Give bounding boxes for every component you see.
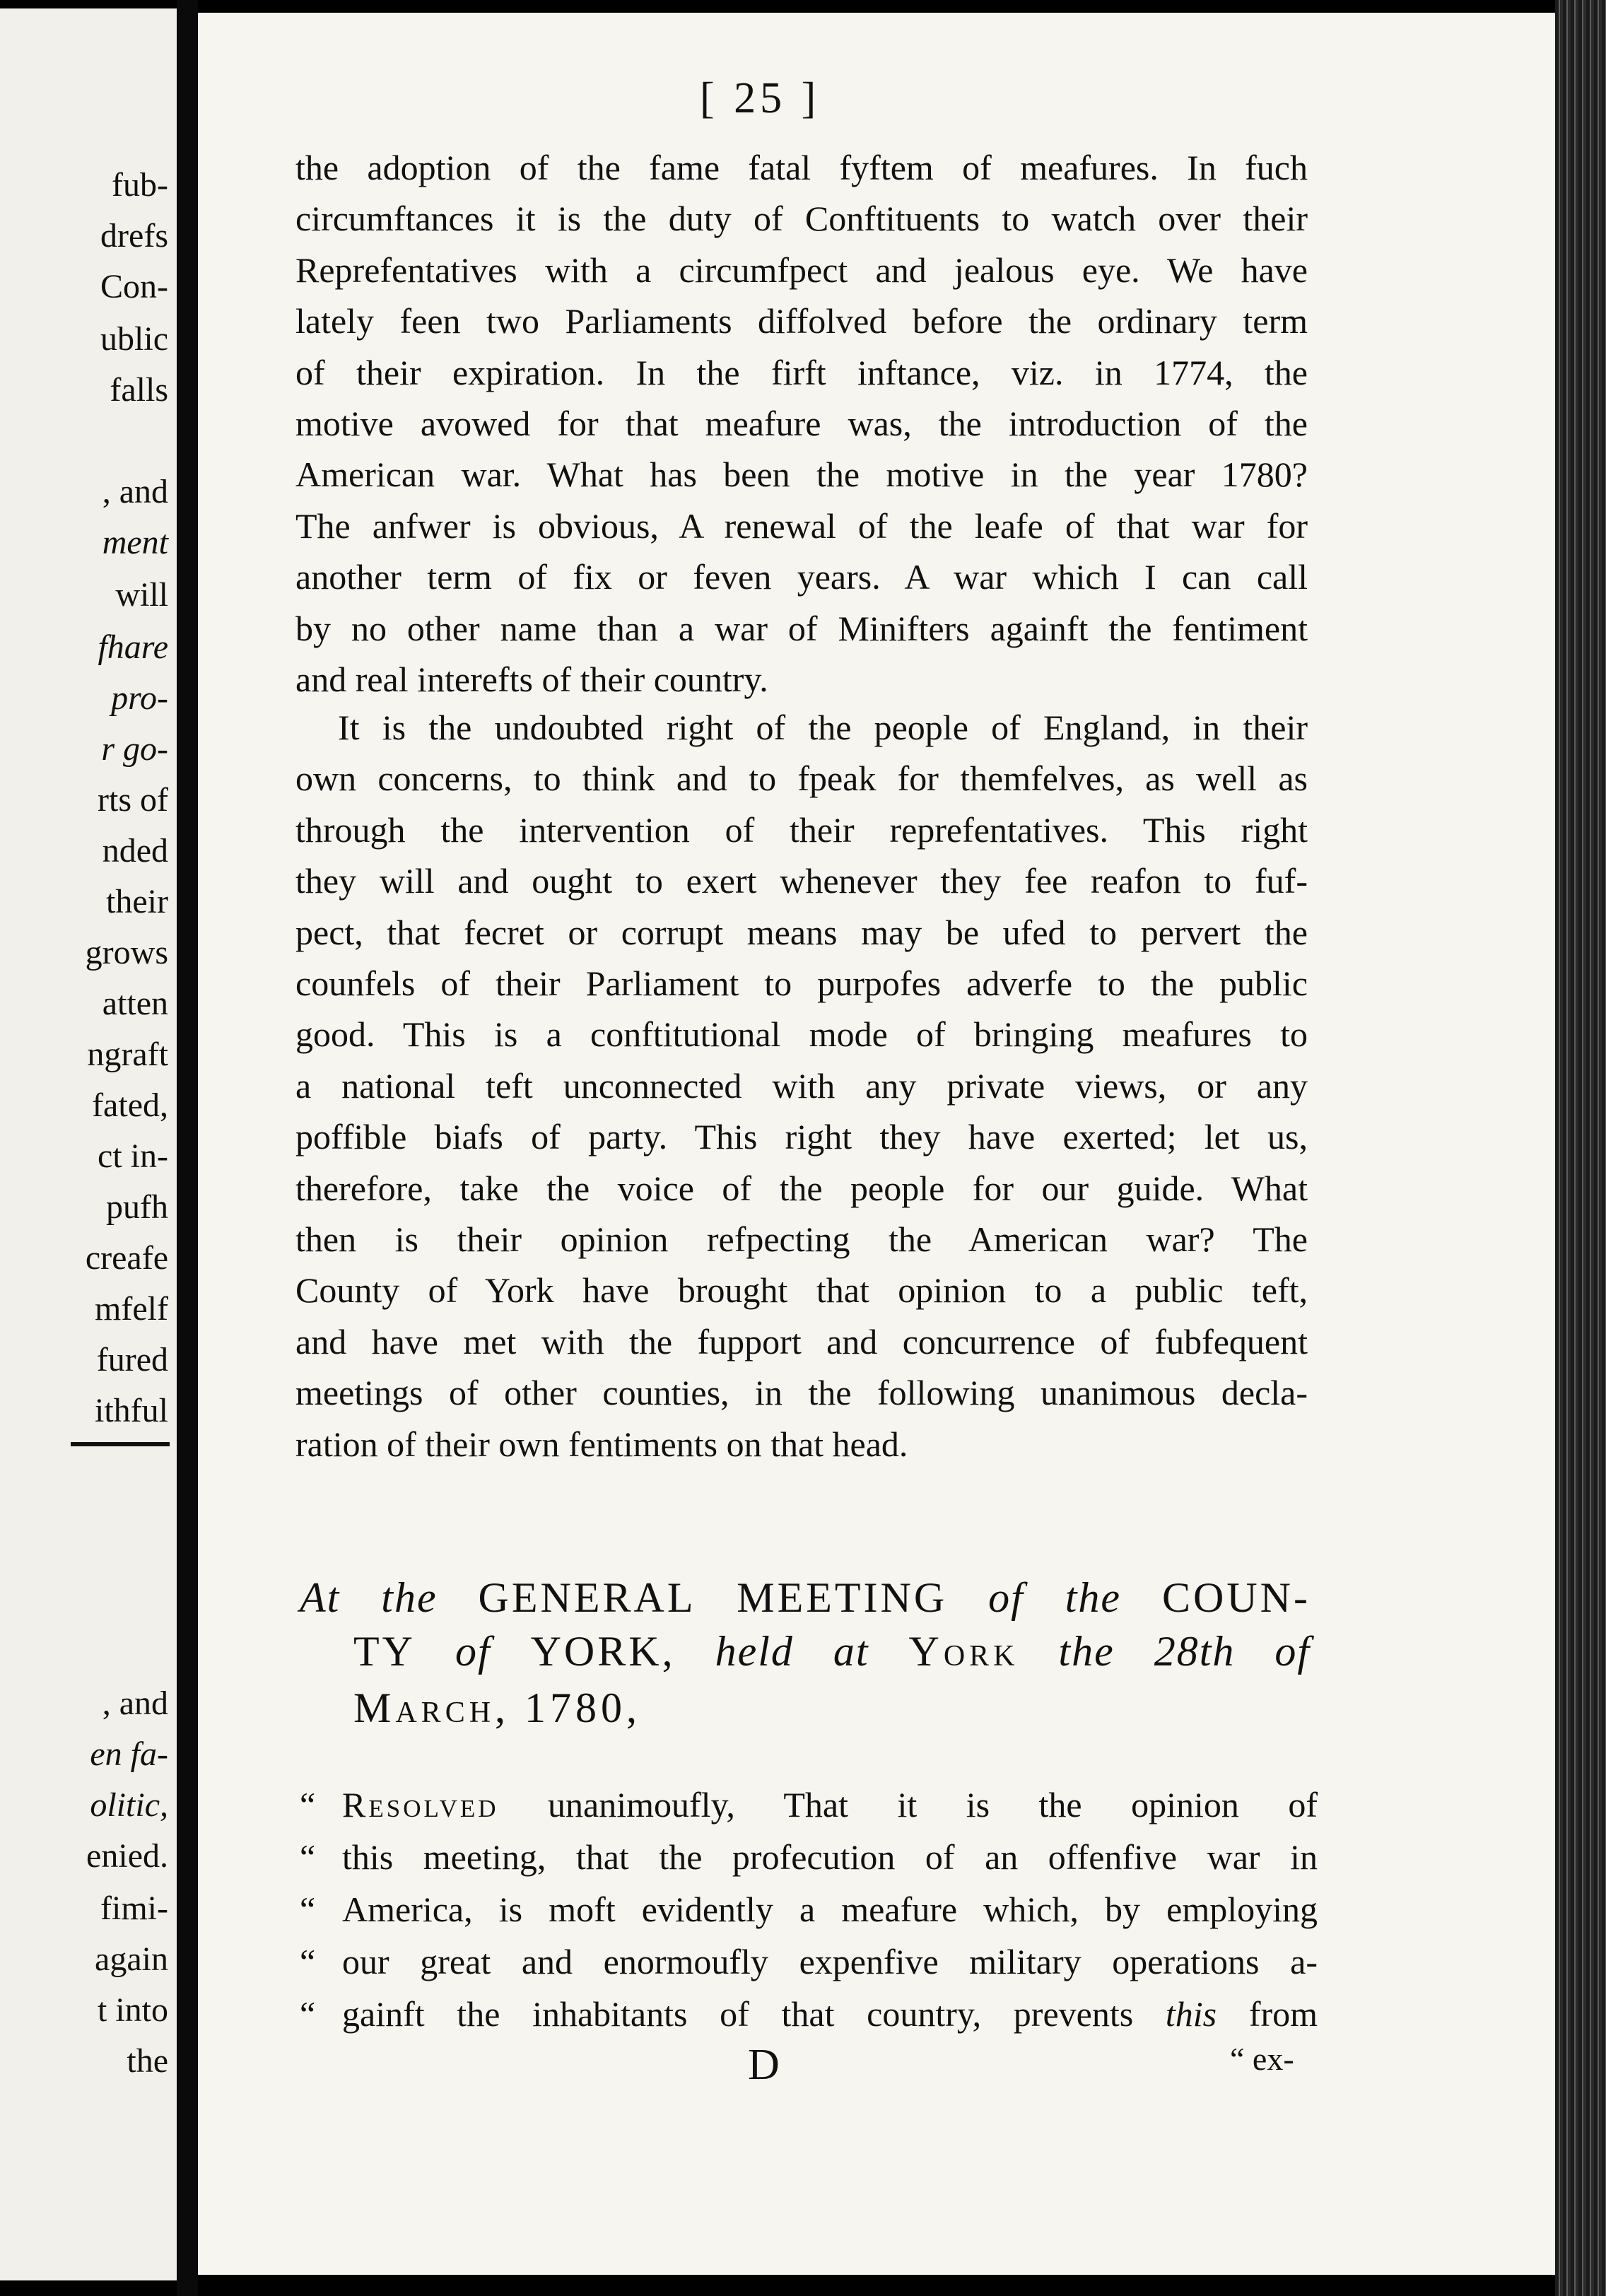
heading-line-2 bbox=[353, 1630, 1311, 1673]
text-line: meetings of other counties, in the following unanimous decla- bbox=[295, 1373, 1308, 1413]
left-fragment: fhare bbox=[98, 628, 168, 666]
resolution-line-5-italic: this bbox=[1165, 1994, 1217, 2034]
signature-mark: D bbox=[748, 2041, 780, 2089]
resolution-line-5 bbox=[300, 1996, 1318, 2032]
heading-date-prefix: the 28th of bbox=[1058, 1628, 1311, 1675]
quote-mark: “ bbox=[300, 1890, 316, 1929]
text-line: poffible biafs of party. This right they have exerted; let us, bbox=[295, 1117, 1308, 1157]
left-page-rule bbox=[71, 1442, 170, 1446]
left-fragment: pufh bbox=[106, 1188, 168, 1226]
text-line: a national teft unconnected with any private views, or any bbox=[295, 1065, 1308, 1106]
left-fragment: ment bbox=[102, 524, 168, 561]
left-fragment: mfelf bbox=[95, 1290, 168, 1328]
text-line: counfels of their Parliament to purpofes adverfe to the public bbox=[295, 964, 1308, 1003]
resolved-word: Resolved bbox=[342, 1785, 499, 1824]
left-fragment: again bbox=[95, 1940, 168, 1978]
text-line: The anfwer is obvious, A renewal of the leafe of that war for bbox=[295, 505, 1308, 546]
heading-of-the: of the bbox=[988, 1574, 1122, 1621]
text-line: ration of their own fentiments on that head. bbox=[295, 1424, 908, 1464]
text-line: American war. What has been the motive in the year 1780? bbox=[295, 455, 1308, 495]
quote-mark: “ bbox=[300, 1837, 316, 1877]
left-fragment: , and bbox=[102, 1685, 168, 1722]
left-fragment: t into bbox=[97, 1991, 168, 2029]
text-line: therefore, take the voice of the people for our guide. What bbox=[295, 1168, 1308, 1208]
heading-line-3: March, 1780, bbox=[353, 1685, 642, 1731]
quote-mark: “ bbox=[300, 1942, 316, 1981]
text-line: and have met with the fupport and concurrence of fubfequent bbox=[295, 1321, 1308, 1361]
left-fragment: , and bbox=[102, 473, 168, 510]
heading-at-the: At the bbox=[300, 1574, 438, 1621]
text-line: and real interefts of their country. bbox=[295, 660, 768, 699]
left-fragment: fured bbox=[96, 1341, 168, 1378]
left-fragment: their bbox=[106, 883, 168, 920]
heading-line-1 bbox=[300, 1576, 1311, 1619]
text-line: motive avowed for that meafure was, the introduction of the bbox=[295, 404, 1308, 443]
left-fragment: fub- bbox=[112, 166, 168, 204]
left-fragment: grows bbox=[85, 934, 168, 971]
resolution-line-1-text: unanimoufly, That it is the opinion of bbox=[548, 1785, 1318, 1824]
text-line: they will and ought to exert whenever they fee reafon to fuf- bbox=[295, 861, 1308, 901]
left-fragment: falls bbox=[110, 371, 168, 409]
text-line: lately feen two Parliaments diffolved before the ordinary term bbox=[295, 301, 1308, 341]
left-fragment: ithful bbox=[95, 1392, 168, 1429]
text-line: the adoption of the fame fatal fyftem of meafures. In fuch bbox=[295, 148, 1308, 187]
text-line: pect, that fecret or corrupt means may be ufed to pervert the bbox=[295, 912, 1308, 952]
left-fragment: fated, bbox=[92, 1086, 168, 1124]
left-fragment: fimi- bbox=[100, 1890, 168, 1927]
text-line: circumftances it is the duty of Conftituents to watch over their bbox=[295, 199, 1308, 239]
heading-general-meeting: GENERAL MEETING bbox=[478, 1574, 948, 1621]
left-fragment: drefs bbox=[100, 217, 168, 254]
left-fragment: olitic, bbox=[90, 1786, 168, 1824]
left-fragment: en fa- bbox=[90, 1735, 168, 1773]
resolution-line-5-start: gainft the inhabitants of that country, prevents bbox=[342, 1994, 1134, 2034]
left-fragment: nded bbox=[102, 832, 168, 869]
left-fragment: ct in- bbox=[98, 1137, 168, 1175]
left-fragment: the bbox=[127, 2042, 168, 2080]
text-line: of their expiration. In the firft inftance, viz. in 1774, the bbox=[295, 352, 1308, 392]
text-line: through the intervention of their reprefentatives. This right bbox=[295, 809, 1308, 850]
heading-coun: COUN- bbox=[1162, 1574, 1311, 1621]
text-line: It is the undoubted right of the people of England, in their bbox=[338, 708, 1308, 747]
left-fragment: rts of bbox=[98, 781, 168, 819]
heading-of: of bbox=[455, 1628, 491, 1675]
page-edges bbox=[1555, 0, 1606, 2296]
resolution-line-text: America, is moft evidently a meafure which, by employing bbox=[342, 1890, 1318, 1929]
left-fragment: atten bbox=[102, 985, 168, 1022]
left-fragment: r go- bbox=[101, 730, 168, 768]
text-line: another term of fix or feven years. A war which I can call bbox=[295, 557, 1308, 597]
heading-held-at: held at bbox=[715, 1628, 869, 1675]
resolution-line-1 bbox=[300, 1787, 1318, 1822]
text-line: own concerns, to think and to fpeak for themfelves, as well as bbox=[295, 758, 1308, 799]
resolution-line-text: our great and enormoufly expenfive military operations a- bbox=[342, 1942, 1318, 1981]
resolution-line bbox=[300, 1892, 1318, 1927]
resolution-line bbox=[300, 1944, 1318, 1979]
left-fragment: Con- bbox=[100, 268, 168, 305]
left-fragment: ublic bbox=[100, 320, 168, 358]
text-line: by no other name than a war of Minifters againft the fentiment bbox=[295, 608, 1308, 648]
text-line: Reprefentatives with a circumfpect and jealous eye. We have bbox=[295, 250, 1308, 290]
text-line: County of York have brought that opinion to a public teft, bbox=[295, 1270, 1308, 1311]
catchword: “ ex- bbox=[1230, 2041, 1294, 2077]
resolution-line bbox=[300, 1839, 1318, 1875]
quote-mark: “ bbox=[300, 1785, 316, 1824]
resolution-line-5-end: from bbox=[1248, 1994, 1318, 2034]
heading-york-town: York bbox=[908, 1628, 1019, 1675]
book-gutter bbox=[177, 0, 198, 2296]
text-line: good. This is a conftitutional mode of bringing meafures to bbox=[295, 1014, 1308, 1055]
page-number: [ 25 ] bbox=[700, 74, 821, 122]
left-page-fragment bbox=[0, 8, 177, 2280]
quote-mark: “ bbox=[300, 1994, 316, 2034]
left-fragment: pro- bbox=[111, 679, 168, 717]
left-fragment: creafe bbox=[85, 1239, 168, 1277]
left-fragment: will bbox=[115, 576, 168, 614]
heading-york: YORK, bbox=[530, 1628, 676, 1675]
resolution-line-text: this meeting, that the profecution of an offenfive war in bbox=[342, 1837, 1318, 1877]
text-line: then is their opinion refpecting the American war? The bbox=[295, 1219, 1308, 1259]
left-fragment: enied. bbox=[86, 1837, 168, 1875]
heading-ty: TY bbox=[353, 1628, 416, 1675]
left-fragment: ngraft bbox=[87, 1036, 168, 1073]
